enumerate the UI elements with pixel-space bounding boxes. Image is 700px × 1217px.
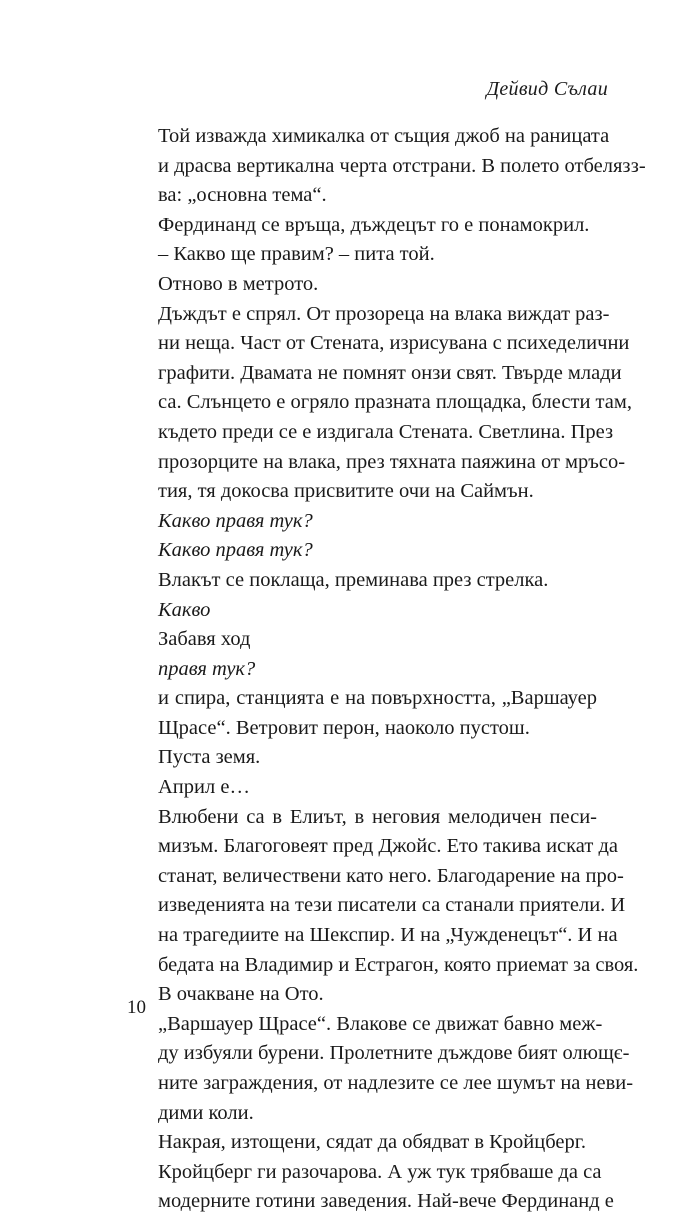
text-line: Какво: [158, 598, 211, 621]
body-text: [127, 122, 646, 1217]
text-line: Април е…: [158, 776, 250, 799]
text-line: Дъждът е спрял. От прозореца на влака виждат раз-: [158, 302, 610, 325]
text-line: Щрасе“. Ветровит перон, наоколо пустош.: [158, 716, 530, 739]
paragraph: [127, 1010, 634, 1128]
text-line: Накрая, изтощени, сядат да обядват в Кройцберг.: [158, 1131, 586, 1154]
text-line: – Какво ще правим? – пита той.: [158, 243, 435, 266]
text-line: ните заграждения, от надлезите се лее шумът на неви-: [158, 1072, 634, 1094]
paragraph: [127, 596, 597, 626]
text-line: „Варшауер Щрасе“. Влакове се движат бавно меж-: [158, 1012, 603, 1035]
text-line: ни неща. Част от Стената, изрисувана с психеделични: [158, 332, 630, 355]
paragraph: [127, 566, 597, 596]
text-line: дими коли.: [158, 1101, 254, 1124]
text-line: където преди се е издигала Стената. Светлина. През: [158, 420, 614, 443]
paragraph: [127, 684, 597, 743]
paragraph: [127, 655, 597, 685]
paragraph: [127, 1128, 597, 1158]
text-line: Отново в метрото.: [158, 272, 319, 295]
text-line: Влюбени са в Елиът, в неговия мелодичен песи-: [158, 805, 597, 828]
text-line: Кройцберг ги разочарова. А уж тук трябваше да са: [158, 1160, 602, 1183]
text-line: Влакът се поклаща, преминава през стрелка.: [158, 568, 549, 591]
paragraph: [127, 300, 632, 507]
page-number: 10: [127, 997, 146, 1018]
running-head-author: Дейвид Сълаи: [486, 78, 608, 100]
paragraph: [127, 625, 597, 655]
paragraph: [127, 803, 639, 1010]
paragraph: [127, 122, 646, 211]
text-line: и драсва вертикална черта отстрани. В полето отбелязз-: [158, 154, 646, 177]
text-line: ду избуяли бурени. Пролетните дъждове бият олющє-: [158, 1042, 630, 1065]
text-line: Какво правя тук?: [158, 539, 313, 562]
paragraph: [127, 743, 597, 773]
text-line: прозорците на влака, през тяхната паяжина от мръсо-: [158, 450, 626, 473]
text-line: са. Слънцето е огряло празната площадка, блести там,: [158, 391, 632, 414]
text-line: Той изважда химикалка от същия джоб на раницата: [158, 125, 610, 147]
paragraph: [127, 240, 597, 270]
text-line: ва: „основна тема“.: [158, 184, 327, 207]
text-line: Забавя ход: [158, 628, 251, 651]
text-line: графити. Двамата не помнят онзи свят. Твърде млади: [158, 361, 622, 384]
text-line: изведенията на тези писатели са станали приятели. И: [158, 894, 626, 917]
paragraph: [127, 270, 597, 300]
text-line: Пуста земя.: [158, 746, 261, 769]
text-line: бедата на Владимир и Естрагон, която приемат за своя.: [158, 953, 639, 976]
paragraph: [127, 773, 597, 803]
text-line: В очакване на Ото.: [158, 983, 324, 1006]
text-line: Фердинанд се връща, дъждецът го е понамокрил.: [158, 213, 590, 236]
text-line: мизъм. Благоговеят пред Джойс. Ето такива искат да: [158, 835, 618, 858]
paragraph: [127, 536, 597, 566]
text-line: модерните готини заведения. Най-вече Фердинанд е: [158, 1190, 614, 1213]
paragraph: [127, 211, 597, 241]
text-line: правя тук?: [158, 657, 256, 680]
paragraph: [127, 1158, 614, 1217]
text-line: станат, величествени като него. Благодарение на про-: [158, 864, 624, 887]
text-line: на трагедиите на Шекспир. И на „Чужденецът“. И на: [158, 924, 618, 947]
paragraph: [127, 507, 597, 537]
text-line: тия, тя докосва присвитите очи на Саймън.: [158, 480, 534, 503]
text-line: и спира, станцията е на повърхността, „Варшауер: [158, 687, 597, 710]
text-line: Какво правя тук?: [158, 509, 313, 532]
